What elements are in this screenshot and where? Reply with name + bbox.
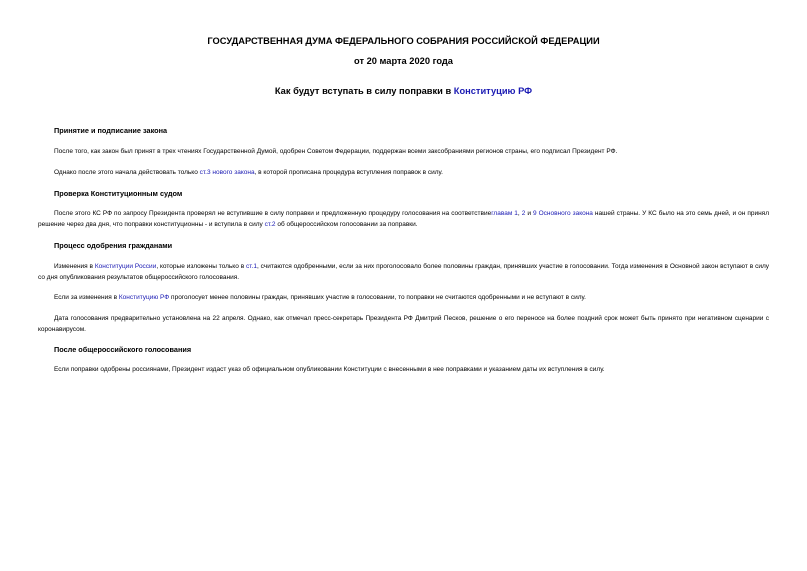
constitution-link[interactable]: Конституцию РФ (453, 86, 533, 96)
article-1-link[interactable]: ст.1 (246, 263, 257, 270)
paragraph-court-1 (38, 209, 769, 230)
text-span: , которые изложены только в (156, 263, 247, 270)
article-3-link[interactable]: ст.3 нового закона (199, 169, 255, 176)
text-span: Изменения в (54, 263, 95, 270)
section-heading-approval: Процесс одобрения гражданами (54, 241, 173, 250)
constitution-rf-link[interactable]: Конституцию РФ (118, 294, 170, 301)
text-span: Однако после этого начала действовать только (54, 169, 200, 176)
paragraph-signing-1: После того, как закон был принят в трех чтениях Государственной Думой, одобрен Советом Федерации, поддержан всеми заксобраниями регионов страны, его подписал Президент РФ. (54, 148, 618, 155)
text-span: , (517, 210, 522, 217)
chapter-9-link[interactable]: 9 Основного закона (532, 210, 593, 217)
text-span: и (525, 210, 533, 217)
text-span: нашей страны. У КС было на это семь дней, и он принял решение через два дня, что поправки конституционны - и вступила в силу (38, 210, 769, 228)
section-heading-signing: Принятие и подписание закона (54, 126, 168, 135)
paragraph-approval-2 (38, 293, 769, 304)
document-date: от 20 марта 2020 года (354, 56, 453, 66)
text-span: , в которой прописана процедура вступления поправок в силу. (254, 169, 443, 176)
text-span: После этого КС РФ по запросу Президента проверял не вступившие в силу поправки и предложенную процедуру голосования на соответствие (54, 210, 492, 217)
subtitle-text: Как будут вступать в силу поправки в (274, 86, 454, 96)
chapter-2-link[interactable]: 2 (521, 210, 526, 217)
text-span: проголосует менее половины граждан, принявших участие в голосовании, то поправки не считаются одобренными и не вступают в силу. (169, 294, 586, 301)
chapter-1-link[interactable]: главам 1 (491, 210, 518, 217)
document-subtitle (0, 86, 807, 96)
article-2-link[interactable]: ст.2 (264, 220, 276, 228)
paragraph-approval-1 (38, 262, 769, 283)
paragraph-signing-2 (38, 168, 769, 179)
paragraph-approval-3: Дата голосования предварительно установлена на 22 апреля. Однако, как отмечал пресс-секретарь Президента РФ Дмитрий Песков, решение о его переносе на более поздний срок может быть принято при негативном сценарии с коронавирусом. (38, 315, 769, 333)
text-span: , считаются одобренными, если за них проголосовало более половины граждан, принявших участие в голосовании. Тогда изменения в Основной закон вступают в силу со дня опубликования результатов общероссийского голосования. (38, 263, 770, 281)
text-span: об общероссийском голосовании за поправки. (275, 220, 418, 228)
document-title: ГОСУДАРСТВЕННАЯ ДУМА ФЕДЕРАЛЬНОГО СОБРАНИЯ РОССИЙСКОЙ ФЕДЕРАЦИИ (207, 36, 600, 46)
constitution-russia-link[interactable]: Конституции России (94, 263, 157, 270)
section-heading-court: Проверка Конституционным судом (54, 189, 183, 198)
text-span: Если за изменения в (54, 294, 119, 301)
paragraph-after-vote-1: Если поправки одобрены россиянами, Президент издаст указ об официальном опубликовании Конституции с внесенными в нее поправками и указанием даты их вступления в силу. (54, 366, 605, 373)
section-heading-after-vote: После общероссийского голосования (54, 345, 192, 354)
